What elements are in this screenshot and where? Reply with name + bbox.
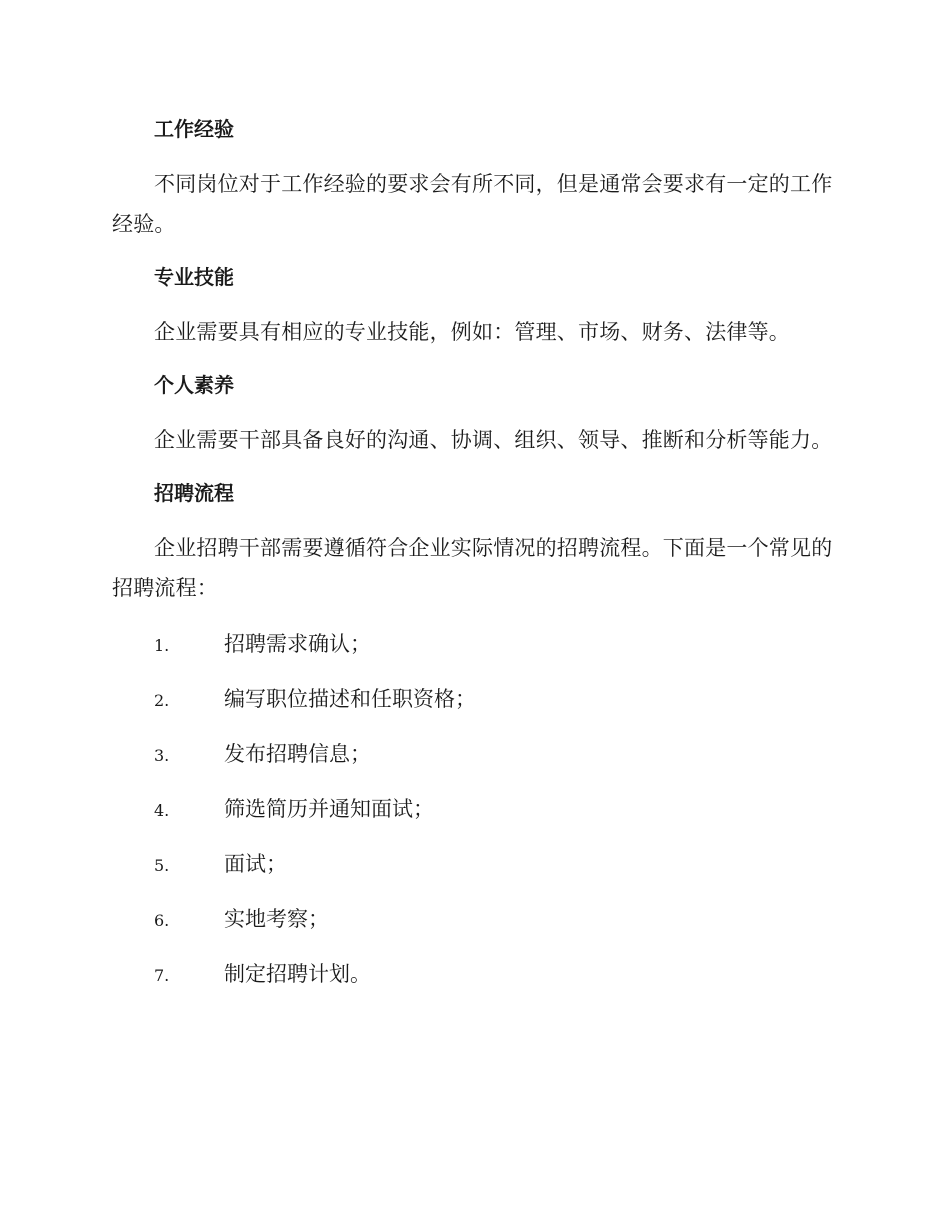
list-item-text: 发布招聘信息； bbox=[224, 742, 371, 766]
list-item-number: 4. bbox=[154, 801, 170, 820]
list-item bbox=[112, 734, 838, 789]
list-item bbox=[112, 789, 838, 844]
section-heading-professional-skills: 专业技能 bbox=[154, 265, 234, 289]
list-item bbox=[112, 844, 838, 899]
section-paragraph-personal-qualities: 企业需要干部具备良好的沟通、协调、组织、领导、推断和分析等能力。 bbox=[154, 428, 833, 452]
list-item-number: 1. bbox=[154, 636, 170, 655]
list-item-text: 实地考察； bbox=[224, 907, 329, 931]
list-item bbox=[112, 899, 838, 954]
list-item-number: 5. bbox=[154, 856, 170, 875]
list-item bbox=[112, 624, 838, 679]
section-paragraph-work-experience: 不同岗位对于工作经验的要求会有所不同，但是通常会要求有一定的工作经验。 bbox=[112, 172, 833, 236]
list-item-number: 2. bbox=[154, 691, 170, 710]
list-item-text: 编写职位描述和任职资格； bbox=[224, 687, 476, 711]
list-item bbox=[112, 679, 838, 734]
list-item bbox=[112, 954, 838, 1009]
list-item-text: 面试； bbox=[224, 852, 287, 876]
section-heading-work-experience: 工作经验 bbox=[154, 117, 234, 141]
section-heading-personal-qualities: 个人素养 bbox=[154, 373, 234, 397]
list-item-text: 制定招聘计划。 bbox=[224, 962, 371, 986]
list-item-text: 招聘需求确认； bbox=[224, 632, 371, 656]
section-paragraph-professional-skills: 企业需要具有相应的专业技能，例如：管理、市场、财务、法律等。 bbox=[154, 320, 790, 344]
recruitment-steps-list bbox=[112, 624, 838, 1009]
list-item-number: 6. bbox=[154, 911, 170, 930]
list-item-text: 筛选简历并通知面试； bbox=[224, 797, 434, 821]
section-heading-recruitment-process: 招聘流程 bbox=[154, 481, 234, 505]
section-paragraph-recruitment-process: 企业招聘干部需要遵循符合企业实际情况的招聘流程。下面是一个常见的招聘流程： bbox=[112, 536, 833, 600]
list-item-number: 3. bbox=[154, 746, 170, 765]
list-item-number: 7. bbox=[154, 966, 170, 985]
